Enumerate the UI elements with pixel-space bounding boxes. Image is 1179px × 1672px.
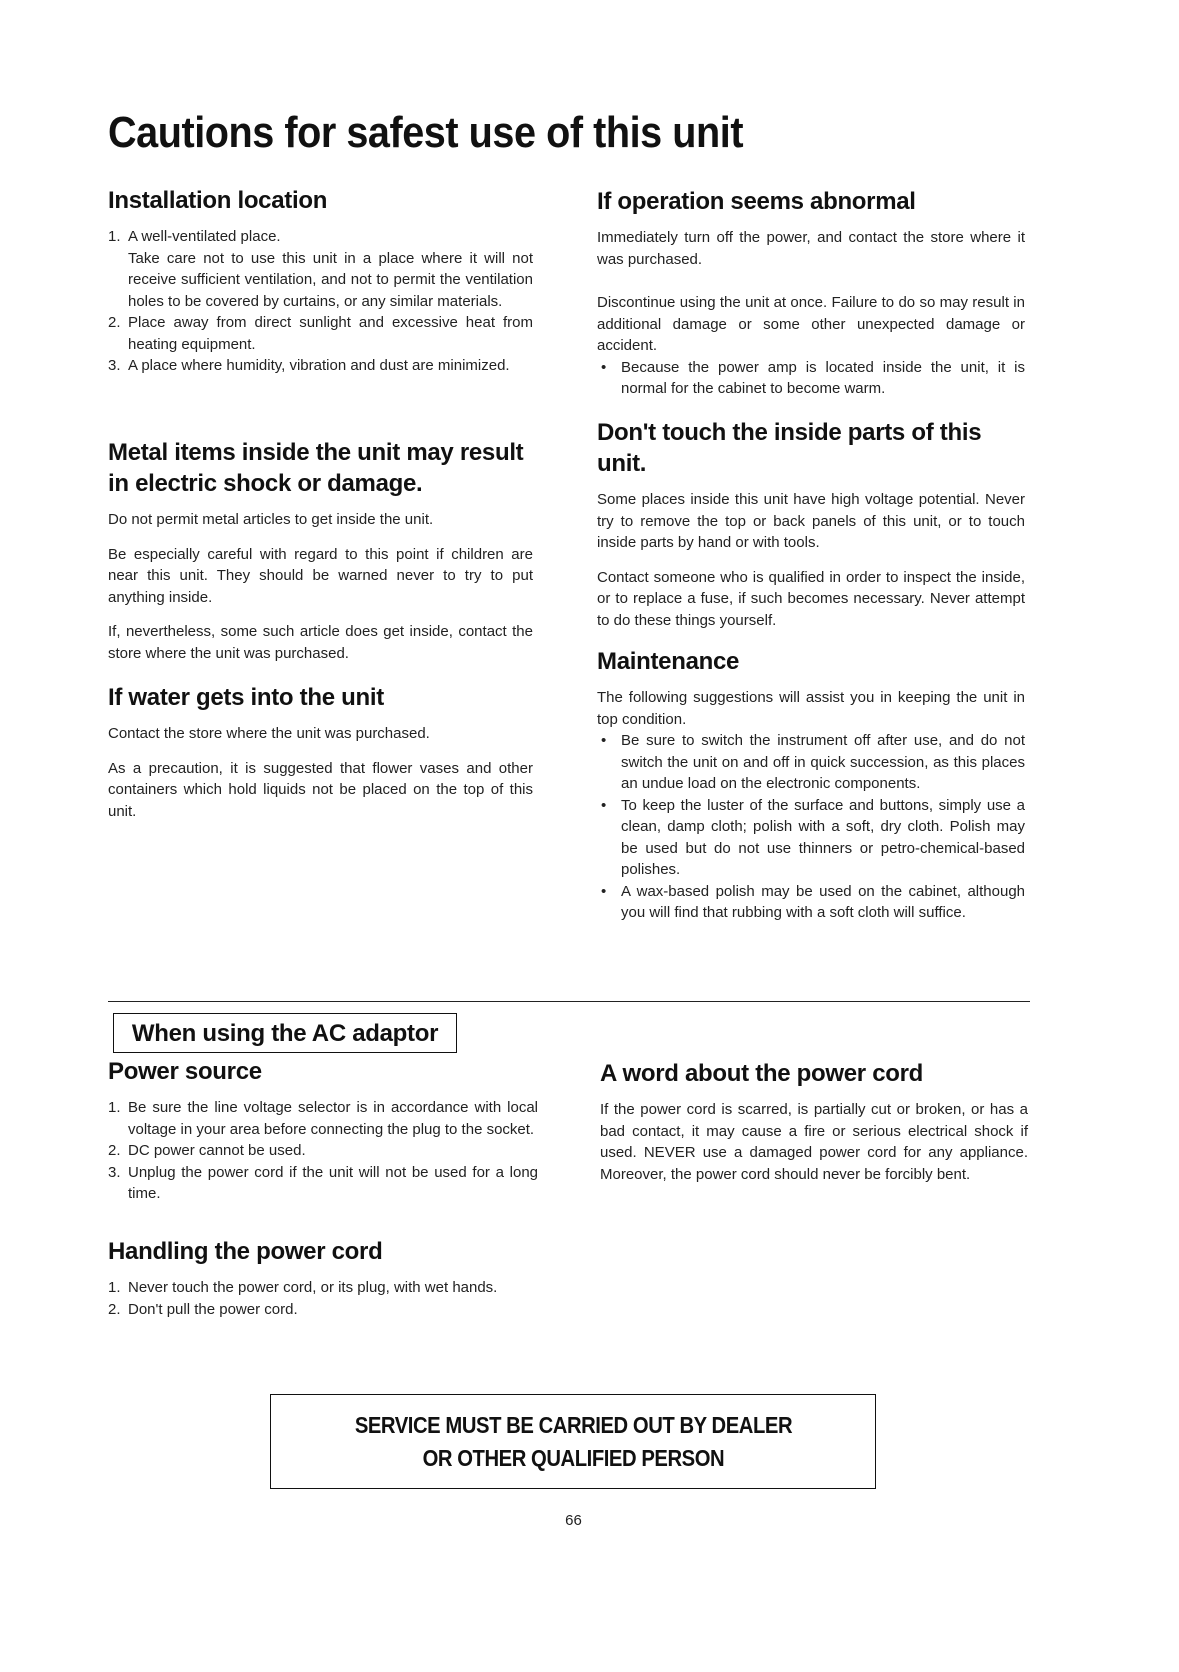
metal-section (108, 437, 533, 677)
list-number: 1. (108, 1279, 121, 1296)
bullet-icon: • (601, 732, 607, 749)
list-number: 1. (108, 228, 121, 245)
list-item (108, 226, 533, 312)
installation-section (108, 185, 533, 389)
list-item-text: Don't pull the power cord. (128, 1300, 298, 1318)
water-paragraph: As a precaution, it is suggested that flower vases and other containers which hold liquids not be placed on the top of this unit. (108, 759, 533, 820)
inside-heading: Don't touch the inside parts of this unit. (597, 419, 982, 477)
installation-heading: Installation location (108, 187, 328, 214)
list-item-text: DC power cannot be used. (128, 1142, 306, 1159)
abnormal-bullets (597, 357, 1025, 400)
list-item (108, 1162, 538, 1205)
handling-section (108, 1236, 538, 1332)
bullet-text: To keep the luster of the surface and buttons, simply use a clean, damp cloth; polish with a soft, dry cloth. Polish may be used but do not use thinners or petro-chemical-based polishes. (621, 796, 1025, 878)
maintenance-bullets (597, 730, 1025, 924)
list-item-text: Place away from direct sunlight and excessive heat from heating equipment. (128, 314, 533, 353)
list-item-text: Be sure the line voltage selector is in accordance with local voltage in your area before connecting the plug to the socket. (128, 1099, 538, 1138)
list-item-text: A place where humidity, vibration and dust are minimized. (128, 357, 510, 374)
metal-heading: Metal items inside the unit may result in electric shock or damage. (108, 439, 524, 497)
list-item (108, 355, 533, 377)
inside-paragraph: Some places inside this unit have high voltage potential. Never try to remove the top or back panels of this unit, or to touch inside parts by hand or with tools. (597, 491, 1025, 551)
ac-adaptor-box (113, 1013, 457, 1053)
section-divider (108, 1001, 1030, 1002)
list-item (108, 312, 533, 355)
bullet-text: A wax-based polish may be used on the cabinet, although you will find that rubbing with a soft cloth will suffice. (621, 882, 1025, 921)
water-section (108, 682, 533, 835)
page-title: Cautions for safest use of this unit (108, 108, 744, 157)
power-cord-heading: A word about the power cord (600, 1060, 924, 1087)
water-paragraph: Contact the store where the unit was purchased. (108, 725, 430, 742)
metal-paragraph: If, nevertheless, some such article does get inside, contact the store where the unit was purchased. (108, 623, 533, 662)
page-number: 66 (565, 1512, 582, 1529)
abnormal-paragraph: Immediately turn off the power, and contact the store where it was purchased. (597, 229, 1025, 268)
list-item (597, 357, 1025, 400)
inside-paragraph: Contact someone who is qualified in order to inspect the inside, or to replace a fuse, if such becomes necessary. Never attempt to do these things yourself. (597, 568, 1025, 629)
inside-section (597, 417, 1025, 644)
bullet-icon: • (601, 796, 607, 814)
list-item-text: Unplug the power cord if the unit will not be used for a long time. (128, 1163, 538, 1202)
power-cord-section (600, 1058, 1028, 1198)
maintenance-intro: The following suggestions will assist you in keeping the unit in top condition. (597, 689, 1025, 728)
abnormal-heading: If operation seems abnormal (597, 188, 916, 215)
list-item (597, 730, 1025, 795)
abnormal-section (597, 186, 1025, 412)
ac-adaptor-heading: When using the AC adaptor (131, 1019, 439, 1047)
list-number: 2. (108, 1142, 121, 1159)
service-notice-line: SERVICE MUST BE CARRIED OUT BY DEALER (354, 1411, 792, 1438)
handling-list (108, 1277, 538, 1320)
bullet-icon: • (601, 882, 607, 900)
list-item-text: Never touch the power cord, or its plug, with wet hands. (128, 1279, 498, 1296)
power-cord-paragraph: If the power cord is scarred, is partially cut or broken, or has a bad contact, it may cause a fire or serious electrical shock if used. NEVER use a damaged power cord for any appliance. Moreover, the power cord should never be forcibly bent. (600, 1101, 1028, 1183)
list-item (108, 1097, 538, 1140)
power-source-list (108, 1097, 538, 1205)
list-item (108, 1140, 538, 1162)
service-notice-line: OR OTHER QUALIFIED PERSON (422, 1444, 724, 1471)
bullet-text: Be sure to switch the instrument off after use, and do not switch the unit on and off in quick succession, as this places an undue load on the electronic components. (621, 732, 1025, 792)
list-item-subtext: Take care not to use this unit in a place where it will not receive sufficient ventilation, and not to permit the ventilation holes to be covered by curtains, or any similar materials. (128, 249, 533, 310)
list-number: 2. (108, 314, 121, 331)
handling-heading: Handling the power cord (108, 1238, 383, 1265)
list-item (597, 881, 1025, 924)
list-item (108, 1277, 538, 1299)
installation-list (108, 226, 533, 377)
maintenance-section (597, 646, 1025, 936)
maintenance-heading: Maintenance (597, 648, 740, 675)
list-number: 1. (108, 1099, 121, 1116)
list-item (108, 1299, 538, 1321)
list-item-text: A well-ventilated place. (128, 228, 281, 245)
metal-paragraph: Do not permit metal articles to get inside the unit. (108, 511, 434, 528)
abnormal-paragraph: Discontinue using the unit at once. Failure to do so may result in additional damage or some other unexpected damage or accident. (597, 294, 1025, 354)
list-number: 2. (108, 1300, 121, 1318)
power-source-heading: Power source (108, 1058, 262, 1085)
metal-paragraph: Be especially careful with regard to this point if children are near this unit. They should be warned never to try to put anything inside. (108, 545, 533, 606)
water-heading: If water gets into the unit (108, 684, 384, 711)
list-number: 3. (108, 357, 121, 374)
bullet-text: Because the power amp is located inside the unit, it is normal for the cabinet to become warm. (621, 358, 1025, 397)
list-number: 3. (108, 1163, 121, 1181)
power-source-section (108, 1056, 538, 1217)
bullet-icon: • (601, 358, 607, 376)
list-item (597, 795, 1025, 881)
service-notice-box (270, 1394, 876, 1489)
